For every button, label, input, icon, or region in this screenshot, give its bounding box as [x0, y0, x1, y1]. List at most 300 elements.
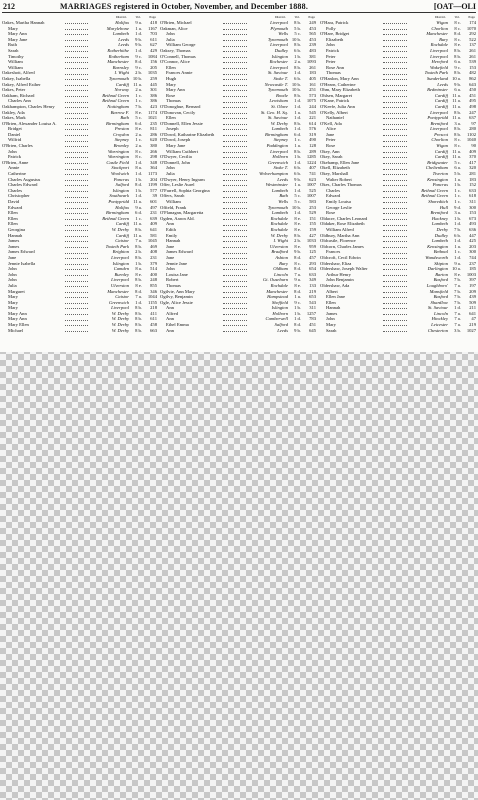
dot-leader: [65, 171, 88, 175]
entry-district: Bury: [279, 260, 288, 266]
entry-name: O'Dowd, Joseph: [160, 137, 191, 143]
entry-page: 405: [309, 75, 316, 81]
entry-page: 47: [471, 316, 476, 322]
entry-page: 203: [469, 243, 476, 249]
dot-leader: [383, 283, 407, 287]
entry-page: 231: [150, 210, 157, 216]
entry-page: 1199: [147, 182, 157, 188]
entry-name: O'Flanagan, Margaretta: [160, 210, 204, 216]
entry-district: Lewisham: [269, 98, 288, 104]
entry-volume: 7 b.: [454, 226, 461, 232]
column-header-label: Page: [468, 15, 475, 19]
entry-district: Woolwich: [111, 171, 129, 177]
entry-page: 301: [150, 87, 157, 93]
entry-page: 266: [150, 148, 157, 154]
entry-volume: 1 c.: [454, 199, 461, 204]
entry-volume: 1 b.: [135, 260, 142, 266]
entry-page: 253: [309, 204, 316, 210]
dot-leader: [383, 110, 407, 114]
entry-page: 237: [469, 260, 476, 266]
entry-district: Leeds: [277, 176, 288, 182]
entry-name: James Edward: [8, 249, 35, 255]
entry-name: James: [8, 243, 20, 249]
entry-page: 380: [150, 143, 157, 149]
entry-volume: 10 b.: [291, 81, 301, 87]
entry-name: David: [8, 199, 20, 204]
dot-leader: [223, 54, 247, 58]
entry-page: 636: [469, 226, 476, 232]
dot-leader: [383, 160, 407, 164]
entry-volume: 8 d.: [294, 254, 301, 260]
entry-page: 497: [150, 204, 157, 210]
entry-name: Catherine: [8, 171, 26, 177]
entry-volume: 7 a.: [454, 316, 461, 322]
entry-volume: 8 e.: [294, 282, 301, 288]
entry-page: 509: [469, 299, 476, 305]
dot-leader: [223, 328, 247, 332]
entry-name: Ellen: [326, 299, 336, 305]
entry-district: St. Saviour: [267, 70, 288, 76]
dot-leader: [223, 255, 247, 259]
entry-district: Dudley: [274, 47, 288, 53]
entry-volume: 1 d.: [135, 159, 142, 165]
entry-volume: 8 b.: [135, 243, 142, 249]
entry-page: 298: [150, 154, 157, 160]
entry-page: 1033: [306, 238, 316, 244]
entry-district: Tynemouth: [108, 75, 129, 81]
entry-district: Rochdale: [270, 221, 288, 227]
entry-name: Mary Jane: [8, 36, 28, 42]
entry-name: O'Dwyer, Henry Ingram: [160, 176, 205, 182]
entry-volume: 8 d.: [454, 31, 461, 37]
entry-page: 1224: [306, 159, 316, 165]
dot-leader: [223, 210, 247, 214]
dot-leader: [223, 193, 247, 197]
entry-district: Chesterton: [427, 327, 448, 333]
entry-volume: 8 b.: [454, 131, 461, 137]
entry-name: George Leslie: [326, 204, 352, 210]
entry-page: 174: [469, 20, 476, 25]
entry-page: 855: [150, 282, 157, 288]
entry-name: Robert: [166, 277, 179, 283]
dot-leader: [383, 261, 407, 265]
entry-district: Warrington: [107, 148, 129, 154]
entry-district: Bethnal Green: [102, 215, 129, 221]
entry-volume: 8 c.: [135, 148, 142, 154]
entry-district: Loughboro': [426, 282, 448, 288]
entry-volume: 3 a.: [454, 120, 461, 126]
entry-volume: 1 d.: [454, 254, 461, 260]
entry-name: Peter: [326, 59, 336, 65]
entry-district: Salford: [115, 182, 129, 188]
dot-leader: [383, 70, 407, 74]
entry-page: 451: [309, 322, 316, 328]
dot-leader: [65, 227, 88, 231]
entry-page: 614: [309, 120, 316, 126]
entry-page: 286: [150, 131, 157, 137]
dot-leader: [383, 126, 407, 130]
entry-name: Ogilvy, Benjamin: [160, 294, 193, 300]
entry-page: 545: [309, 109, 316, 115]
entry-district: Wigan: [436, 20, 448, 25]
entry-district: Islington: [271, 53, 288, 59]
entry-name: Julia: [166, 171, 175, 177]
entry-name: Ellen: [166, 115, 176, 121]
dot-leader: [223, 20, 247, 24]
entry-page: 300: [469, 249, 476, 255]
page-title: MARRIAGES registered in October, November, and December 1888.: [60, 2, 309, 11]
entry-name: Hugh: [166, 75, 177, 81]
entry-district: Ulverston: [269, 243, 288, 249]
entry-district: Ashton: [275, 254, 288, 260]
entry-name: Mary: [8, 305, 18, 311]
dot-leader: [65, 31, 88, 35]
entry-name: O'Dwyer, Cecilia: [160, 154, 192, 160]
entry-name: O'Hara, Patrick: [320, 20, 349, 25]
entry-page: 247: [469, 109, 476, 115]
dot-leader: [223, 294, 247, 298]
entry-name: O'Hearn, Catherine: [320, 81, 356, 87]
dot-leader: [65, 121, 88, 125]
index-column-1: [2, 15, 157, 351]
entry-district: Derby: [436, 226, 448, 232]
entry-district: Ulverston: [110, 282, 129, 288]
entry-volume: 9 c.: [135, 64, 142, 70]
dot-leader: [223, 261, 247, 265]
dot-leader: [65, 210, 88, 214]
entry-district: Croydon: [113, 131, 129, 137]
entry-name: Edith: [166, 226, 176, 232]
entry-page: 155: [309, 221, 316, 227]
entry-district: Lambeth: [112, 31, 129, 37]
entry-name: Wilfrid: [8, 137, 22, 143]
dot-leader: [223, 311, 247, 315]
entry-page: 197: [469, 282, 476, 288]
entry-district: Burnley: [114, 271, 129, 277]
entry-name: Oakhampton, Charles Henry: [2, 103, 55, 109]
dot-leader: [383, 244, 407, 248]
entry-page: 703: [150, 31, 157, 37]
dot-leader: [65, 199, 88, 203]
dot-leader: [65, 143, 88, 147]
entry-page: 653: [309, 294, 316, 300]
entry-name: Margaret: [8, 288, 25, 294]
entry-district: Hereford: [431, 59, 448, 65]
entry-name: O'Farrell, Sophia Georgina: [160, 187, 210, 193]
entry-district: Lincoln: [433, 310, 448, 316]
entry-volume: 1 c.: [294, 137, 301, 143]
dot-leader: [65, 300, 88, 304]
entry-district: Cardiff: [434, 98, 448, 104]
entry-district: Prescot: [434, 131, 448, 137]
entry-district: Leeds: [118, 36, 129, 42]
column-header-label: Page: [308, 15, 315, 19]
entry-volume: 8 b.: [135, 277, 142, 283]
dot-leader: [383, 132, 407, 136]
entry-district: Darlington: [427, 266, 448, 272]
dot-leader: [383, 37, 407, 41]
column-header-label: District.: [274, 15, 286, 19]
dot-leader: [223, 126, 247, 130]
entry-name: Ohm, Mary Elizabeth: [320, 87, 360, 93]
entry-volume: 1 d.: [294, 187, 301, 193]
entry-page: 1093: [306, 59, 316, 65]
entry-name: Bridget: [8, 126, 22, 132]
dot-leader: [383, 272, 407, 276]
entry-page: 525: [309, 187, 316, 193]
entry-page: 645: [309, 327, 316, 333]
entry-district: Stepney: [273, 137, 288, 143]
entry-page: 261: [309, 64, 316, 70]
entry-page: 641: [150, 226, 157, 232]
entry-district: Halifax: [115, 20, 129, 25]
entry-volume: 8 c.: [454, 20, 461, 25]
entry-name: Mary Ann: [8, 310, 27, 316]
dot-leader: [65, 165, 88, 169]
entry-name: Okehamp, Ellen Jane: [320, 159, 360, 165]
entry-district: Liverpool: [430, 109, 448, 115]
entry-page: 673: [469, 215, 476, 221]
dot-leader: [383, 115, 407, 119]
index-column-3: [320, 15, 476, 351]
entry-volume: 11 a.: [452, 154, 461, 160]
entry-district: Islington: [112, 187, 129, 193]
entry-district: Tiverton: [432, 171, 448, 177]
entry-name: Ogle, Alice Jessie: [160, 299, 193, 305]
dot-leader: [65, 294, 88, 298]
dot-leader: [65, 249, 88, 253]
entry-page: 1174: [147, 109, 157, 115]
entry-volume: 8 e.: [294, 226, 301, 232]
entry-name: Offer, Leslie Aurel: [160, 182, 195, 188]
entry-district: Lincoln: [273, 271, 288, 277]
dot-leader: [65, 193, 88, 197]
entry-name: Rose: [326, 210, 336, 216]
entry-volume: 6 b.: [294, 171, 301, 177]
entry-volume: 8 d.: [294, 288, 301, 294]
entry-volume: 8 b.: [135, 316, 142, 322]
entry-page: 445: [150, 81, 157, 87]
entry-page: 251: [309, 87, 316, 93]
dot-leader: [223, 76, 247, 80]
entry-volume: 8 e.: [135, 271, 142, 277]
entry-name: Patrick: [8, 154, 22, 160]
entry-volume: 1 d.: [454, 305, 461, 311]
dot-leader: [383, 188, 407, 192]
entry-volume: 1 b.: [294, 154, 301, 160]
entry-volume: 5 c.: [294, 31, 301, 37]
dot-leader: [223, 238, 247, 242]
entry-page: 248: [150, 277, 157, 283]
entry-district: Rochdale: [430, 42, 448, 48]
entry-district: W. Derby: [111, 327, 129, 333]
entry-name: Mary: [8, 25, 18, 31]
entry-district: Leicester: [431, 322, 448, 328]
entry-name: John: [166, 31, 175, 37]
entry-name: Oakeshott, Alfred: [2, 70, 35, 76]
entry-name: Oldbury, Martha Ann: [320, 232, 360, 238]
entry-page: 453: [309, 25, 316, 31]
entry-volume: 8 d.: [135, 182, 142, 188]
index-column-2: [160, 15, 316, 351]
dot-leader: [223, 305, 247, 309]
entry-name: Sarah: [8, 47, 19, 53]
entry-page: 183: [469, 176, 476, 182]
dot-leader: [223, 121, 247, 125]
entry-page: 1003: [466, 271, 476, 277]
entry-page: 601: [150, 199, 157, 204]
entry-page: 611: [150, 36, 157, 42]
dot-leader: [223, 277, 247, 281]
entry-name: Julia: [166, 36, 175, 42]
entry-volume: 8 b.: [135, 226, 142, 232]
entry-page: 483: [309, 47, 316, 53]
entry-volume: 1 b.: [135, 187, 142, 193]
dot-leader: [383, 87, 407, 91]
entry-page: 543: [309, 299, 316, 305]
entry-page: 128: [309, 143, 316, 149]
entry-district: Basford: [433, 294, 448, 300]
entry-volume: 11 a.: [133, 232, 142, 238]
dot-leader: [383, 48, 407, 52]
entry-volume: 6 d.: [294, 131, 301, 137]
entry-page: 618: [469, 193, 476, 199]
entry-district: Bethnal: [433, 249, 448, 255]
entry-volume: 11 a.: [133, 221, 142, 227]
entry-district: Manchester: [107, 288, 129, 294]
entry-district: Greenwich: [109, 299, 129, 305]
entry-page: 577: [150, 187, 157, 193]
entry-district: Bury: [439, 36, 448, 42]
dot-leader: [383, 266, 407, 270]
entry-name: Alice: [326, 126, 336, 132]
entry-page: 259: [150, 75, 157, 81]
entry-district: Stoke T.: [273, 75, 288, 81]
entry-district: Liverpool: [111, 277, 129, 283]
entry-volume: 1 c.: [135, 92, 142, 98]
entry-page: 370: [469, 154, 476, 160]
dot-leader: [223, 283, 247, 287]
entry-name: Mary Ellen: [8, 322, 29, 328]
entry-page: 386: [150, 92, 157, 98]
index-entry: [160, 328, 316, 334]
entry-page: 637: [469, 115, 476, 121]
dot-leader: [65, 42, 88, 46]
entry-district: Cardiff: [115, 81, 129, 87]
entry-volume: 7 b.: [454, 288, 461, 294]
entry-page: 244: [309, 103, 316, 109]
entry-district: Leeds: [437, 81, 448, 87]
entry-page: 219: [309, 288, 316, 294]
entry-name: Jane: [326, 131, 335, 137]
entry-volume: 11 a.: [452, 103, 461, 109]
dot-leader: [223, 322, 247, 326]
entry-page: 783: [309, 316, 316, 322]
entry-volume: 8 e.: [135, 282, 142, 288]
dot-leader: [65, 98, 88, 102]
entry-district: Southwark: [109, 193, 129, 199]
entry-page: 364: [150, 165, 157, 171]
entry-volume: 8 b.: [454, 70, 461, 76]
register-page: [0, 0, 478, 352]
dot-leader: [383, 154, 407, 158]
entry-volume: 8 c.: [454, 143, 461, 149]
entry-name: Ellen: [166, 64, 176, 70]
dot-leader: [65, 216, 88, 220]
dot-leader: [383, 227, 407, 231]
entry-name: Oakman, Alice: [160, 25, 188, 31]
entry-name: Oldaker, Rose Elizabeth: [320, 221, 365, 227]
entry-page: 281: [469, 171, 476, 177]
entry-name: Jennie Isabella: [8, 260, 36, 266]
entry-volume: 5 c.: [135, 115, 142, 121]
entry-volume: 8 c.: [454, 36, 461, 42]
dot-leader: [383, 165, 407, 169]
entry-page: 1155: [147, 299, 157, 305]
dot-leader: [383, 300, 407, 304]
dot-leader: [223, 244, 247, 248]
entry-volume: 11 a.: [133, 81, 142, 87]
entry-volume: 1 b.: [454, 182, 461, 188]
entry-name: Thomas: [166, 98, 181, 104]
entry-name: Christopher: [8, 193, 30, 199]
entry-volume: 6 b.: [454, 232, 461, 238]
entry-volume: 9 c.: [294, 299, 301, 305]
dot-leader: [223, 48, 247, 52]
entry-volume: 2 a.: [135, 87, 142, 93]
entry-page: 641: [469, 310, 476, 316]
entry-page: 289: [309, 148, 316, 154]
entry-district: Hampstead: [267, 294, 288, 300]
dot-leader: [65, 244, 88, 248]
dot-leader: [65, 272, 88, 276]
entry-page: 133: [309, 282, 316, 288]
dot-leader: [65, 177, 88, 181]
dot-leader: [223, 110, 247, 114]
entry-page: 379: [150, 260, 157, 266]
entry-volume: 1 c.: [135, 137, 142, 143]
dot-leader: [223, 93, 247, 97]
entry-name: Peter: [326, 137, 336, 143]
dot-leader: [223, 132, 247, 136]
entry-district: Lambeth: [431, 221, 448, 227]
entry-name: John: [8, 277, 17, 283]
dot-leader: [65, 182, 88, 186]
entry-name: Mary Ann: [8, 31, 27, 37]
dot-leader: [65, 104, 88, 108]
entry-name: John: [8, 266, 17, 272]
dot-leader: [65, 221, 88, 225]
dot-leader: [223, 87, 247, 91]
entry-page: 209: [469, 288, 476, 294]
entry-page: 346: [150, 288, 157, 294]
entry-volume: 8 c.: [135, 154, 142, 160]
entry-name: Oakham, Richard: [2, 92, 35, 98]
dot-leader: [65, 126, 88, 130]
dot-leader: [65, 311, 88, 315]
dot-leader: [383, 328, 407, 332]
entry-name: Annie: [8, 165, 20, 171]
entry-name: Thomas: [166, 282, 181, 288]
entry-name: Elizabeth: [326, 36, 344, 42]
entry-district: Liverpool: [270, 20, 288, 25]
entry-district: Nottingham: [107, 103, 129, 109]
entry-name: O'Kell, Ada: [320, 120, 342, 126]
entry-name: Patrick: [326, 47, 340, 53]
entry-volume: 8 b.: [135, 327, 142, 333]
entry-volume: 7 a.: [135, 294, 142, 300]
entry-name: Okey, Marshall: [320, 171, 349, 177]
